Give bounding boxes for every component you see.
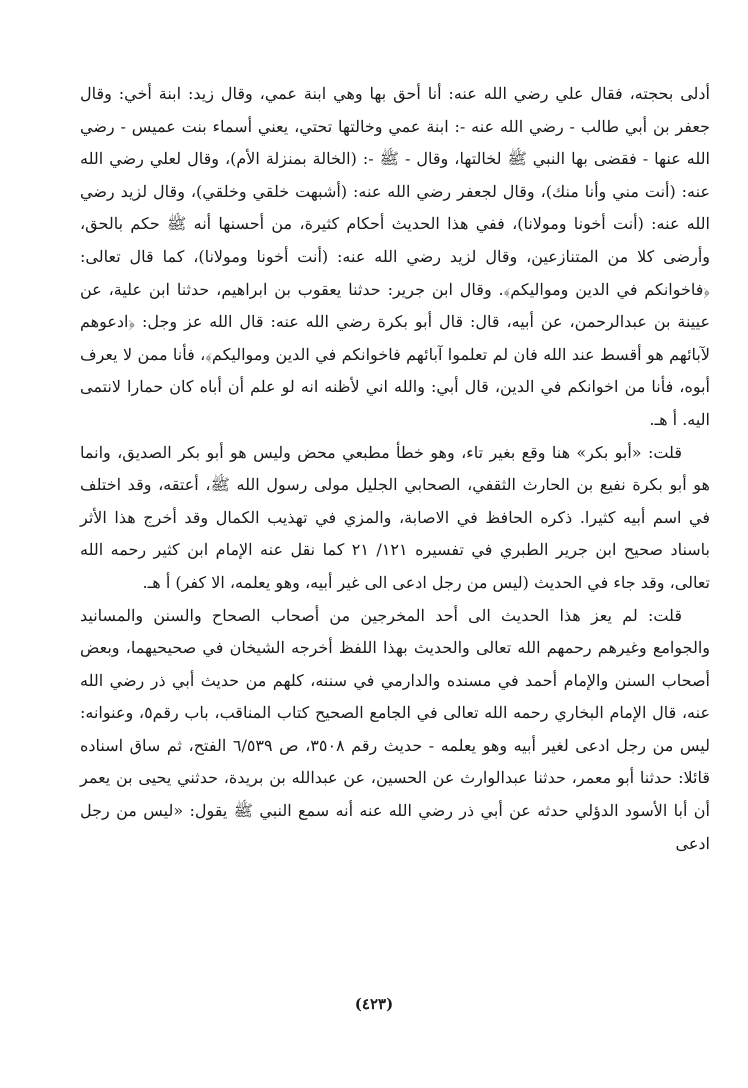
paragraph-3: قلت: لم يعز هذا الحديث الى أحد المخرجين من أصحاب الصحاح والسنن والمسانيد والجوامع وغيرهم رحمهم الله تعالى والحديث بهذا اللفظ أخرجه الشيخان في صحيحيهما، وبعض أصحاب السنن والإمام أحمد في مسنده والدارمي في سننه، كلهم من حديث أبي ذر رضي الله عنه، قال الإمام البخاري رحمه الله تعالى في الجامع الصحيح كتاب المناقب، باب رقم٥، وعنوانه: ليس من رجل ادعى لغير أبيه وهو يعلمه - حديث رقم ٣٥٠٨، ص ٦/٥٣٩ الفتح، ثم ساق اسناده قائلا: حدثنا أبو معمر، حدثنا عبدالوارث عن الحسين، عن عبدالله بن بريدة، حدثني يحيى بن يعمر أن أبا الأسود الدؤلي حدثه عن أبي ذر رضي الله عنه أنه سمع النبي ﷺ يقول: «ليس من رجل ادعى xyxy=(80,605,711,853)
paragraph-2: قلت: «أبو بكر» هنا وقع بغير تاء، وهو خطأ مطبعي محض وليس هو أبو بكر الصديق، وانما هو أبو بكرة نفيع بن الحارث الثقفي، الصحابي الجليل مولى رسول الله ﷺ، أعتقه، وقد اختلف في اسم أبيه كثيرا. ذكره الحافظ في الاصابة، والمزي في تهذيب الكمال وقد أخرج هذا الأثر باسناد صحيح ابن جرير الطبري في تفسيره ١٢١/ ٢١ كما نقل عنه الإمام ابن كثير رحمه الله تعالى، وقد جاء في الحديث (ليس من رجل ادعى الى غير أبيه، وهو يعلمه، الا كفر) أ هـ. xyxy=(80,442,711,592)
paragraph-1: أدلى بحجته، فقال علي رضي الله عنه: أنا أحق بها وهي ابنة عمي، وقال زيد: ابنة أخي: وقال جعفر بن أبي طالب - رضي الله عنه -: ابنة عمي وخالتها تحتي، يعني أسماء بنت عميس - رضي الله عنها - فقضى بها النبي ﷺ لخالتها، وقال - ﷺ -: (الخالة بمنزلة الأم)، وقال لعلي رضي الله عنه: (أنت مني وأنا منك)، وقال لجعفر رضي الله عنه: (أشبهت خلقي وخلقي)، وقال لزيد رضي الله عنه: (أنت أخونا ومولانا)، ففي هذا الحديث أحكام كثيرة، من أحسنها أنه ﷺ حكم بالحق، وأرضى كلا من المتنازعين، وقال لزيد رضي الله عنه: (أنت أخونا ومولانا)، كما قال تعالى: ﴿فاخوانكم في الدين ومواليكم﴾. وقال ابن جرير: حدثنا يعقوب بن ابراهيم، حدثنا ابن علية، عن عيينة بن عبدالرحمن، عن أبيه، قال: قال أبو بكرة رضي الله عنه: قال الله عز وجل: ﴿ادعوهم لآبائهم هو أقسط عند الله فان لم تعلموا آبائهم فاخوانكم في الدين ومواليكم﴾، فأنا ممن لا يعرف أبوه، فأنا من اخوانكم في الدين، قال أبي: والله اني لأظنه انه لو علم أن أباه كان حمارا لانتمى اليه. أ هـ. xyxy=(80,84,710,429)
body-text xyxy=(80,78,710,860)
page-number: (٤٢٣) xyxy=(354,995,394,1013)
